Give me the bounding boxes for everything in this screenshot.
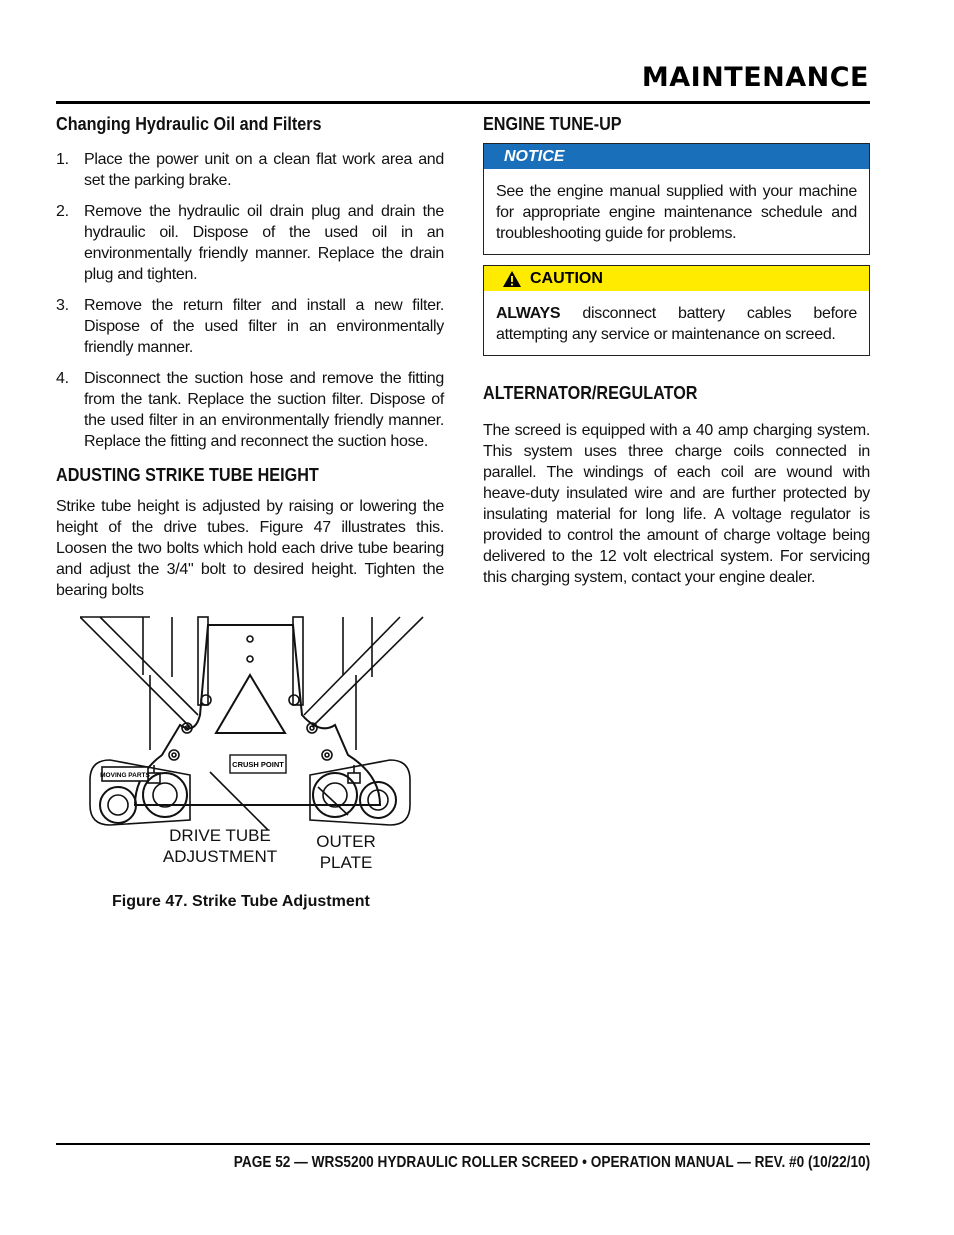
warning-triangle-icon: [502, 270, 522, 288]
list-item: [56, 295, 444, 358]
step-text: Remove the return filter and install a new filter. Dispose of the used filter in an environmentally friendly manner.: [84, 297, 444, 356]
step-text: Remove the hydraulic oil drain plug and drain the hydraulic oil. Dispose of the used oil in an environmentally friendly manner. Replace the drain plug and tighten.: [84, 203, 444, 283]
outer-plate-label: [308, 831, 384, 873]
alternator-heading: ALTERNATOR/REGULATOR: [483, 383, 698, 403]
list-item: [56, 149, 444, 191]
crush-point-decal: CRUSH POINT: [232, 760, 284, 769]
moving-parts-decal: MOVING PARTS: [100, 772, 150, 779]
caution-text: disconnect battery cables before attempting any service or maintenance on screed.: [496, 305, 857, 343]
footer-rule: [56, 1143, 870, 1145]
step-text: Place the power unit on a clean flat work area and set the parking brake.: [84, 151, 444, 189]
strike-tube-illustration: [80, 615, 424, 840]
step-number: 4.: [56, 370, 69, 387]
engine-heading: ENGINE TUNE-UP: [483, 114, 622, 134]
list-item: [56, 368, 444, 452]
strike-tube-figure: [56, 615, 444, 885]
page-footer: PAGE 52 — WRS5200 HYDRAULIC ROLLER SCREED • OPERATION MANUAL — REV. #0 (10/22/10): [233, 1154, 870, 1171]
right-column: [483, 113, 870, 600]
page-title: MAINTENANCE: [641, 62, 869, 93]
header-rule: [56, 101, 870, 104]
caution-box: [483, 265, 870, 356]
caution-bar: [484, 266, 869, 291]
list-item: [56, 201, 444, 285]
notice-label: NOTICE: [484, 144, 869, 169]
step-number: 1.: [56, 151, 69, 168]
drive-tube-label-line2: ADJUSTMENT: [162, 847, 278, 866]
strike-body: Strike tube height is adjusted by raising or lowering the height of the drive tubes. Figure 47 illustrates this. Loosen the two bolts which hold each drive tube bearing and adjust the 3/4" bolt to desired height. Tighten the bearing bolts: [56, 498, 444, 599]
step-number: 3.: [56, 297, 69, 314]
drive-tube-label: [160, 825, 280, 867]
figure-caption: Figure 47. Strike Tube Adjustment: [112, 893, 370, 910]
notice-body: See the engine manual supplied with your machine for appropriate engine maintenance schedule and troubleshooting guide for problems.: [496, 183, 857, 242]
hydraulic-heading: Changing Hydraulic Oil and Filters: [56, 114, 322, 134]
step-number: 2.: [56, 203, 69, 220]
notice-box: [483, 143, 870, 255]
alternator-body: The screed is equipped with a 40 amp charging system. This system uses three charge coils connected in parallel. The windings of each coil are wound with heave-duty insulated wire and are further protected by insulating material for long life. A voltage regulator is provided to control the amount of charge voltage being delivered to the 12 volt electrical system. For servicing this charging system, contact your engine dealer.: [483, 422, 870, 586]
caution-body: [484, 291, 869, 355]
caution-label: CAUTION: [530, 269, 603, 287]
outer-plate-label-line1: OUTER: [316, 832, 376, 851]
step-text: Disconnect the suction hose and remove the fitting from the tank. Replace the suction filter. Dispose of the used filter in an environmentally friendly manner. Replace the fitting and reconnect the suction hose.: [84, 370, 444, 450]
drive-tube-label-line1: DRIVE TUBE: [169, 826, 271, 845]
outer-plate-label-line2: PLATE: [319, 853, 373, 872]
left-column: [56, 113, 444, 911]
strike-heading: ADUSTING STRIKE TUBE HEIGHT: [56, 465, 319, 485]
caution-strong: ALWAYS: [496, 305, 561, 322]
hydraulic-steps: [56, 149, 444, 452]
